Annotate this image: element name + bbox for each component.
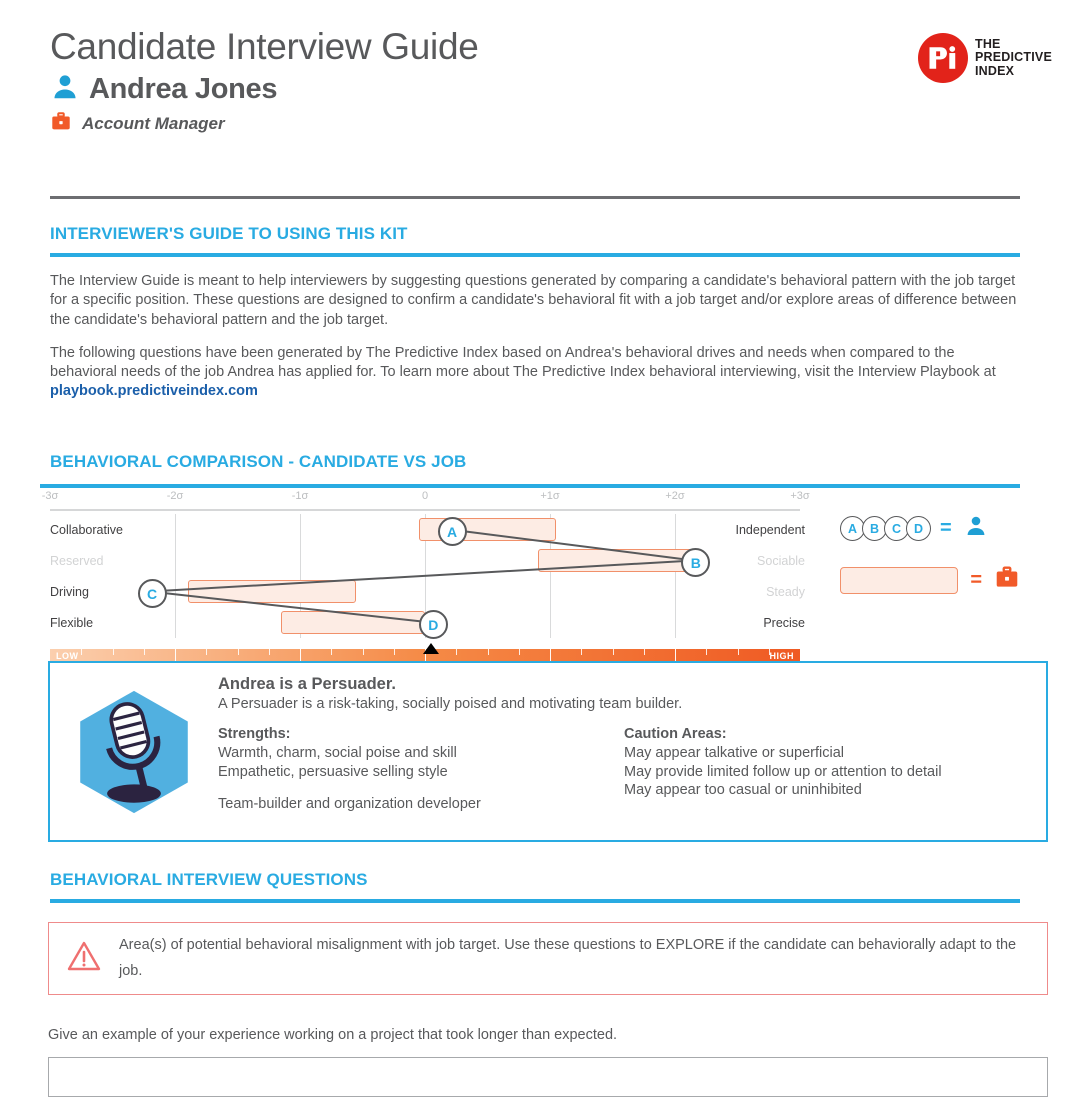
playbook-link[interactable]: playbook.predictiveindex.com xyxy=(50,383,258,400)
scale-tick xyxy=(238,649,239,655)
section-rule xyxy=(50,253,1020,257)
header-divider xyxy=(50,196,1020,199)
chart-plot-area xyxy=(50,514,800,638)
strength-item: Empathetic, persuasive selling style xyxy=(218,763,448,780)
scale-tick xyxy=(269,649,270,655)
logo-line-1: THE xyxy=(974,37,1001,52)
scale-tick xyxy=(519,649,520,655)
legend-job-row xyxy=(840,565,1020,596)
chart-axis xyxy=(40,488,1020,510)
scale-pointer-icon xyxy=(423,643,439,654)
legend-candidate-row xyxy=(840,514,1020,543)
job-row xyxy=(50,111,1020,138)
scale-tick xyxy=(81,649,82,655)
job-title: Account Manager xyxy=(82,114,225,134)
legend-circle-c: C xyxy=(884,516,909,541)
pi-logo-mark xyxy=(918,33,968,83)
caution-item: May provide limited follow up or attention to detail xyxy=(624,763,942,780)
briefcase-icon xyxy=(994,565,1020,596)
cautions-column xyxy=(624,726,1030,814)
scale-tick xyxy=(331,649,332,655)
factor-left-label: Reserved xyxy=(50,554,104,568)
scale-high-label: HIGH xyxy=(769,651,794,661)
chart-body xyxy=(40,488,1020,664)
answer-input-1[interactable] xyxy=(48,1057,1048,1097)
scale-tick xyxy=(581,649,582,655)
candidate-marker-c: C xyxy=(138,579,167,608)
scale-tick xyxy=(769,649,770,655)
candidate-marker-d: D xyxy=(419,610,448,639)
persuader-title: Andrea is a Persuader. xyxy=(218,675,396,693)
guide-body xyxy=(50,272,1020,416)
behavioral-comparison-section xyxy=(50,452,1020,472)
misalignment-warning xyxy=(48,922,1048,995)
strength-item: Team-builder and organization developer xyxy=(218,796,481,813)
briefcase-icon xyxy=(50,111,72,138)
axis-tick-label: -2σ xyxy=(166,490,184,502)
caution-item: May appear talkative or superficial xyxy=(624,745,845,761)
person-icon xyxy=(964,514,988,543)
factor-left-label: Driving xyxy=(50,585,89,599)
caution-item: May appear too casual or uninhibited xyxy=(624,782,862,799)
scale-tick xyxy=(394,649,395,655)
scale-tick xyxy=(644,649,645,655)
warning-triangle-icon xyxy=(67,940,101,977)
legend-circle-d: D xyxy=(906,516,931,541)
persuader-panel xyxy=(48,661,1048,842)
warning-text: Area(s) of potential behavioral misalignment with job target. Use these questions to EXPLORE if the candidate can behaviorally adapt to the job. xyxy=(119,937,1017,979)
chart-legend xyxy=(840,514,1020,618)
candidate-row xyxy=(50,72,1020,107)
factor-right-label: Steady xyxy=(766,585,805,599)
document-header xyxy=(50,28,1020,138)
factor-right-label: Precise xyxy=(763,616,805,630)
axis-tick-label: -3σ xyxy=(41,490,59,502)
predictive-index-logo xyxy=(918,33,1052,83)
candidate-name: Andrea Jones xyxy=(89,72,278,105)
behavioral-questions-heading: BEHAVIORAL INTERVIEW QUESTIONS xyxy=(50,870,368,889)
legend-equals-candidate: = xyxy=(940,517,952,539)
scale-tick xyxy=(456,649,457,655)
persuader-text xyxy=(218,663,1046,840)
axis-tick-label: +3σ xyxy=(790,490,810,502)
axis-tick-label: -1σ xyxy=(291,490,309,502)
scale-tick xyxy=(363,649,364,655)
legend-equals-job: = xyxy=(970,569,982,591)
behavioral-questions-section xyxy=(50,870,1020,903)
legend-marker-circles xyxy=(840,516,928,541)
factor-right-label: Sociable xyxy=(757,554,805,568)
caution-heading: Caution Areas: xyxy=(624,726,727,742)
persuader-subtitle: A Persuader is a risk-taking, socially poised and motivating team builder. xyxy=(218,696,683,712)
factor-left-label: Flexible xyxy=(50,616,94,630)
axis-tick-label: 0 xyxy=(421,490,429,502)
axis-tick-label: +1σ xyxy=(540,490,560,502)
scale-tick xyxy=(706,649,707,655)
strength-item: Warmth, charm, social poise and skill xyxy=(218,745,457,761)
scale-tick xyxy=(738,649,739,655)
behavioral-comparison-chart xyxy=(40,484,1020,664)
behavioral-comparison-heading: BEHAVIORAL COMPARISON - CANDIDATE VS JOB xyxy=(50,452,467,471)
strengths-heading: Strengths: xyxy=(218,726,291,742)
scale-tick xyxy=(144,649,145,655)
strengths-column xyxy=(218,726,624,814)
logo-wordmark xyxy=(975,38,1052,77)
scale-tick xyxy=(613,649,614,655)
factor-left-label: Collaborative xyxy=(50,523,123,537)
candidate-marker-b: B xyxy=(681,548,710,577)
scale-low-label: LOW xyxy=(56,651,79,661)
guide-paragraph-2-text: The following questions have been generated by The Predictive Index based on Andrea's behavioral drives and needs when compared to the behavioral needs of the job Andrea has applied for. To learn more about The Predictive Index behavioral interviewing, visit the Interview Playbook at xyxy=(50,344,996,381)
interviewers-guide-heading: INTERVIEWER'S GUIDE TO USING THIS KIT xyxy=(50,224,408,243)
axis-underline xyxy=(50,509,800,511)
logo-line-3: INDEX xyxy=(974,63,1015,78)
legend-circle-a: A xyxy=(840,516,865,541)
candidate-marker-a: A xyxy=(438,517,467,546)
legend-job-box xyxy=(840,567,958,594)
guide-paragraph-1: The Interview Guide is meant to help interviewers by suggesting questions generated by comparing a candidate's behavioral pattern with the job target for a specific position. These questions are designed to confirm a candidate's behavioral fit with a job target and/or explore areas of difference between the candidate's behavioral pattern and the job target. xyxy=(50,273,1017,328)
guide-paragraph-2 xyxy=(50,344,1020,402)
interviewers-guide-section xyxy=(50,224,1020,257)
logo-line-2: PREDICTIVE xyxy=(974,50,1052,65)
interview-question-1: Give an example of your experience working on a project that took longer than expected. xyxy=(48,1027,618,1043)
section-rule xyxy=(50,899,1020,903)
legend-circle-b: B xyxy=(862,516,887,541)
scale-tick xyxy=(113,649,114,655)
scale-tick xyxy=(488,649,489,655)
microphone-icon xyxy=(50,663,218,840)
axis-tick-label: +2σ xyxy=(665,490,685,502)
page-title: Candidate Interview Guide xyxy=(50,26,479,67)
person-icon xyxy=(50,72,80,107)
factor-right-label: Independent xyxy=(735,523,805,537)
scale-tick xyxy=(206,649,207,655)
